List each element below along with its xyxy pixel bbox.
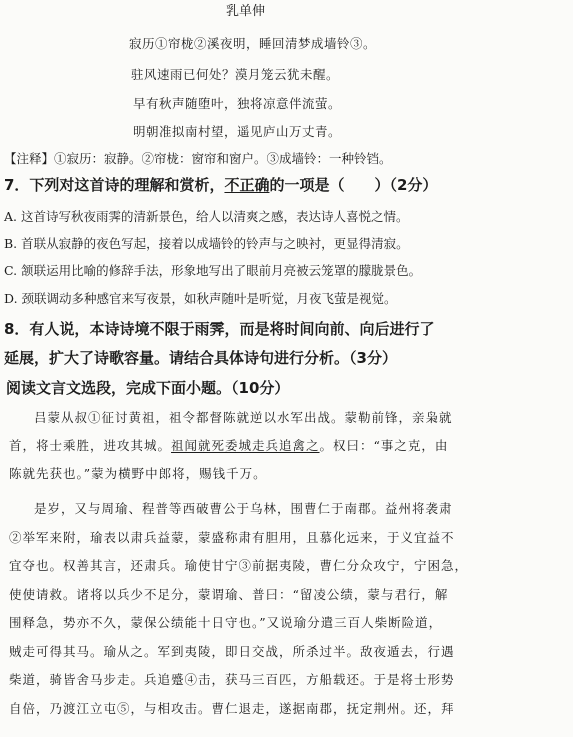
passage-p1-line-2-post: 。权曰：“事之克，由 — [319, 438, 449, 453]
poem-line-1: 寂历①帘栊②溪夜明，睡回清梦成墙铃③。 — [129, 36, 377, 51]
passage-p1-line-2-pre: 首，将士乘胜，进攻其城。 — [9, 438, 172, 453]
passage-p1-line-1: 吕蒙从叔①征讨黄祖，祖令都督陈就逆以水军出战。蒙勒前锋，亲枭就 — [34, 410, 453, 425]
question-8-line-1: 8．有人说，本诗诗境不限于雨霁，而是将时间向前、向后进行了 — [4, 320, 435, 338]
question-7-stem — [4, 178, 437, 193]
poem-line-3: 早有秋声随堕叶，独将凉意伴流萤。 — [133, 96, 342, 111]
question-7-option-d: D. 颈联调动多种感官来写夜景，如秋声随叶是听觉，月夜飞萤是视觉。 — [4, 291, 397, 306]
poem-line-2: 驻风速雨已何处？漠月笼云犹未醒。 — [131, 67, 340, 82]
question-7-stem-emphasis: 不正确 — [224, 176, 270, 194]
annotation-note: 【注释】①寂历：寂静。②帘栊：窗帘和窗户。③成墙铃：一种铃铛。 — [4, 151, 392, 166]
poem-line-4: 明朝准拟南村望，遥见庐山万丈青。 — [133, 124, 342, 139]
passage-p2-line-3: 宜夺也。权善其言，还肃兵。瑜使甘宁③前据夷陵，曹仁分众攻宁，宁困急， — [9, 558, 469, 573]
passage-p2-line-4: 使使请救。诸将以兵少不足分，蒙谓瑜、普曰：“留凌公绩，蒙与君行，解 — [9, 587, 449, 602]
passage-p2-line-2: ②举军来附，瑜表以肃兵益蒙，蒙盛称肃有胆用，且慕化远来，于义宜益不 — [9, 530, 455, 545]
passage-p2-line-5: 围释急，势亦不久，蒙保公绩能十日守也。”又说瑜分遣三百人柴断险道， — [9, 615, 443, 630]
passage-p2-line-8: 自倍，乃渡江立屯⑤，与相攻击。曹仁退走，遂据南郡，抚定荆州。还，拜 — [9, 701, 455, 716]
question-7-option-b: B. 首联从寂静的夜色写起，接着以成墙铃的铃声与之映衬，更显得清寂。 — [4, 236, 409, 251]
question-7-option-c: C. 颔联运用比喻的修辞手法，形象地写出了眼前月亮被云笼罩的朦胧景色。 — [4, 263, 422, 278]
section-heading: 阅读文言文选段，完成下面小题。（10分） — [6, 379, 290, 397]
passage-p1-line-3: 陈就先获也。”蒙为横野中郎将，赐钱千万。 — [9, 466, 267, 481]
poem-title: 乳单伸 — [226, 4, 266, 19]
passage-p2-line-7: 柴道，骑皆舍马步走。兵追蹙④击，获马三百匹，方船载还。于是将士形势 — [9, 672, 455, 687]
passage-p1-line-2 — [9, 440, 448, 453]
question-8-line-2: 延展，扩大了诗歌容量。请结合具体诗句进行分析。（3分） — [4, 349, 397, 367]
question-7-stem-pre: 7．下列对这首诗的理解和赏析， — [4, 176, 225, 194]
passage-p2-line-6: 贼走可得其马。瑜从之。军到夷陵，即日交战，所杀过半。敌夜遁去，行遇 — [9, 644, 455, 659]
question-7-option-a: A. 这首诗写秋夜雨霁的清新景色，给人以清爽之感，表达诗人喜悦之情。 — [4, 209, 409, 224]
passage-underlined-sentence: 祖闻就死委城走兵追禽之 — [171, 438, 320, 453]
question-7-stem-post: 的一项是（ ）（2分） — [269, 176, 438, 194]
passage-p2-line-1: 是岁，又与周瑜、程普等西破曹公于乌林，围曹仁于南郡。益州将袭肃 — [34, 501, 453, 516]
